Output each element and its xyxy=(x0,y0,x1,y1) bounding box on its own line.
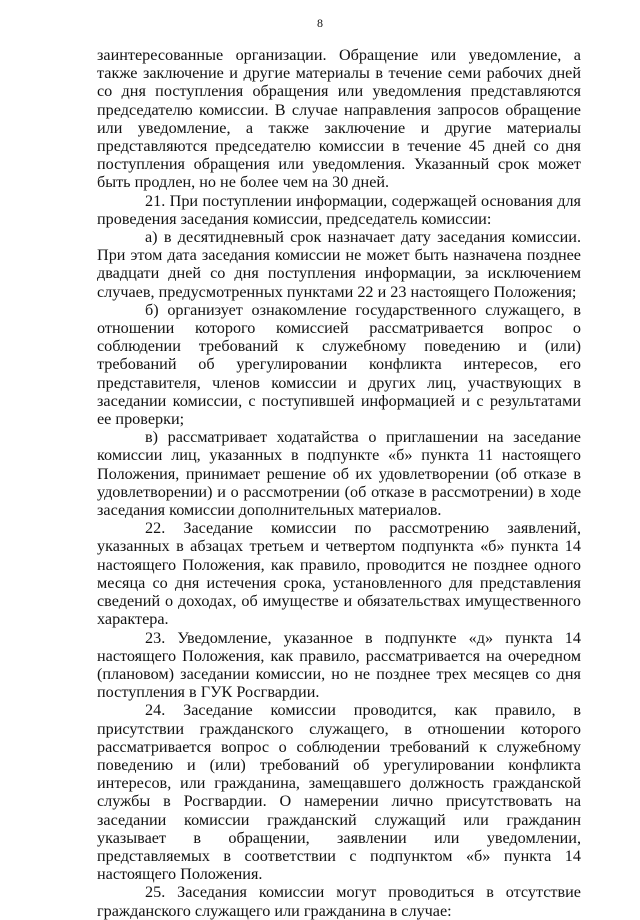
paragraph-item-23: 23. Уведомление, указанное в подпункте «д» пункта 14 настоящего Положения, как правило, рассматривается на очередном (плановом) заседании комиссии, но не позднее трех месяцев со дня поступления в ГУК Росгвардии. xyxy=(97,628,581,702)
paragraph-item-25: 25. Заседания комиссии могут проводиться в отсутствие гражданского служащего или гражданина в случае: xyxy=(97,883,581,920)
paragraph-item-24: 24. Заседание комиссии проводится, как правило, в присутствии гражданского служащего, в отношении которого рассматривается вопрос о соблюдении требований к служебному поведению и (или) требований об урегулировании конфликта интересов, или гражданина, замещавшего должность гражданской службы в Росгвардии. О намерении лично присутствовать на заседании комиссии гражданский служащий или гражданин указывает в обращении, заявлении или уведомлении, представляемых в соответствии с подпунктом «б» пункта 14 настоящего Положения. xyxy=(97,701,581,884)
paragraph-subitem-v: в) рассматривает ходатайства о приглашении на заседание комиссии лиц, указанных в подпункте «б» пункта 11 настоящего Положения, принимает решение об их удовлетворении (об отказе в удовлетворении) и о рассмотрении (об отказе в рассмотрении) в ходе заседания комиссии дополнительных материалов. xyxy=(97,428,581,520)
paragraph-continuation: заинтересованные организации. Обращение или уведомление, а также заключение и другие материалы в течение семи рабочих дней со дня поступления обращения или уведомления представляются председателю комиссии. В случае направления запросов обращение или уведомление, а также заключение и другие материалы представляются председателю комиссии в течение 45 дней со дня поступления обращения или уведомления. Указанный срок может быть продлен, но не более чем на 30 дней. xyxy=(97,46,581,192)
paragraph-subitem-a: а) в десятидневный срок назначает дату заседания комиссии. При этом дата заседания комиссии не может быть назначена позднее двадцати дней со дня поступления информации, за исключением случаев, предусмотренных пунктами 22 и 23 настоящего Положения; xyxy=(97,228,581,301)
paragraph-subitem-b: б) организует ознакомление государственного служащего, в отношении которого комиссией рассматривается вопрос о соблюдении требований к служебному поведению и (или) требований об урегулировании конфликта интересов, его представителя, членов комиссии и других лиц, участвующих в заседании комиссии, с поступившей информацией и с результатами ее проверки; xyxy=(97,300,581,429)
page-number: 8 xyxy=(317,16,323,30)
document-body xyxy=(97,46,581,920)
paragraph-item-21: 21. При поступлении информации, содержащей основания для проведения заседания комиссии, председатель комиссии: xyxy=(97,191,581,228)
paragraph-item-22: 22. Заседание комиссии по рассмотрению заявлений, указанных в абзацах третьем и четвертом подпункта «б» пункта 14 настоящего Положения, как правило, проводится не позднее одного месяца со дня истечения срока, установленного для представления сведений о доходах, об имуществе и обязательствах имущественного характера. xyxy=(97,519,581,629)
